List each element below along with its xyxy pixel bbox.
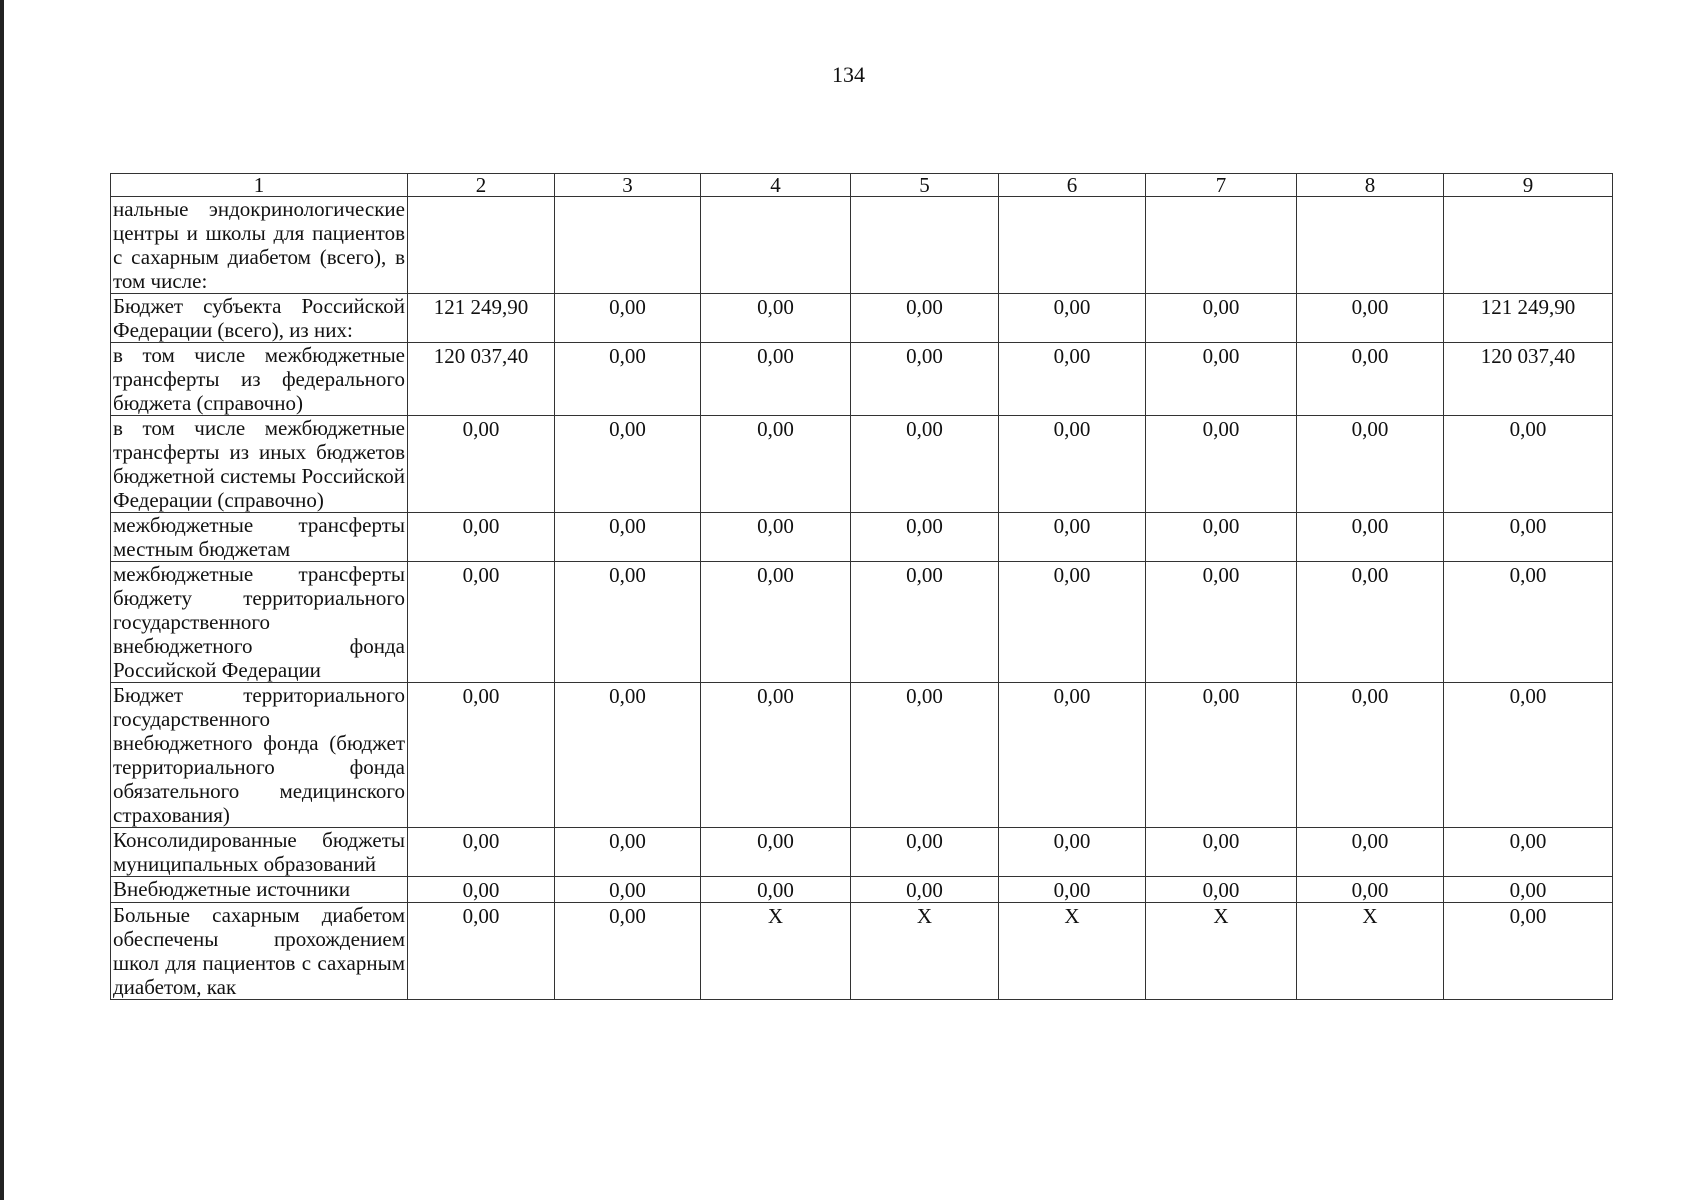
table-cell: 0,00	[555, 416, 701, 513]
table-cell: 0,00	[1146, 294, 1297, 343]
row-label: межбюджетные трансферты местным бюджетам	[111, 513, 408, 562]
table-cell: 0,00	[701, 513, 851, 562]
table-row	[111, 828, 1613, 877]
row-label: Внебюджетные источники	[111, 877, 408, 903]
table-cell: 0,00	[999, 343, 1146, 416]
column-header: 1	[111, 174, 408, 197]
table-cell	[1297, 197, 1444, 294]
table-row	[111, 197, 1613, 294]
row-label: в том числе межбюджетные трансферты из федерального бюджета (справочно)	[111, 343, 408, 416]
table-cell: 0,00	[1444, 877, 1613, 903]
table-cell: 0,00	[701, 294, 851, 343]
table-cell: 0,00	[408, 513, 555, 562]
column-header: 8	[1297, 174, 1444, 197]
table-cell	[701, 197, 851, 294]
table-cell	[1146, 197, 1297, 294]
table-cell: 0,00	[555, 343, 701, 416]
table-cell: 0,00	[1146, 343, 1297, 416]
table-row	[111, 416, 1613, 513]
table-cell: 0,00	[1297, 343, 1444, 416]
table-cell: 0,00	[1444, 903, 1613, 1000]
table-cell: X	[999, 903, 1146, 1000]
table-cell: 121 249,90	[1444, 294, 1613, 343]
column-header: 6	[999, 174, 1146, 197]
table-cell: 0,00	[555, 562, 701, 683]
row-label: Консолидированные бюджеты муниципальных образований	[111, 828, 408, 877]
table-cell: 0,00	[851, 343, 999, 416]
table-cell: 0,00	[701, 416, 851, 513]
row-label: Бюджет субъекта Российской Федерации (всего), из них:	[111, 294, 408, 343]
table-cell: 0,00	[1444, 513, 1613, 562]
row-label: Бюджет территориального государственного внебюджетного фонда (бюджет территориального фонда обязательного медицинского страхования)	[111, 683, 408, 828]
page-number: 134	[832, 62, 865, 87]
table-cell	[851, 197, 999, 294]
table-cell: 0,00	[999, 683, 1146, 828]
table-cell: 0,00	[1297, 513, 1444, 562]
row-label: нальные эндокринологические центры и школы для пациентов с сахарным диабетом (всего), в том числе:	[111, 197, 408, 294]
table-cell: 0,00	[555, 877, 701, 903]
table-cell: 0,00	[701, 683, 851, 828]
table-row	[111, 343, 1613, 416]
table-row	[111, 513, 1613, 562]
table-cell: 0,00	[408, 828, 555, 877]
table-cell: 0,00	[555, 903, 701, 1000]
table-cell: 0,00	[1297, 294, 1444, 343]
table-cell: X	[1297, 903, 1444, 1000]
column-header: 5	[851, 174, 999, 197]
table-cell: 121 249,90	[408, 294, 555, 343]
table-cell: 0,00	[1297, 562, 1444, 683]
table-cell: 0,00	[1444, 416, 1613, 513]
table-cell: X	[851, 903, 999, 1000]
table-row	[111, 877, 1613, 903]
table-cell: 0,00	[701, 828, 851, 877]
table-cell: 0,00	[1297, 416, 1444, 513]
column-header: 9	[1444, 174, 1613, 197]
table-cell	[1444, 197, 1613, 294]
table-cell: 120 037,40	[1444, 343, 1613, 416]
table-cell: 0,00	[1297, 683, 1444, 828]
table-cell: 0,00	[1146, 828, 1297, 877]
table-cell: 0,00	[701, 877, 851, 903]
table-cell: 0,00	[555, 683, 701, 828]
row-label: в том числе межбюджетные трансферты из иных бюджетов бюджетной системы Российской Федерации (справочно)	[111, 416, 408, 513]
table-cell	[408, 197, 555, 294]
table-cell: 0,00	[1444, 828, 1613, 877]
table-cell: 0,00	[851, 294, 999, 343]
table-cell: 120 037,40	[408, 343, 555, 416]
table-cell: 0,00	[555, 294, 701, 343]
table-cell: 0,00	[851, 877, 999, 903]
table-cell: 0,00	[1297, 877, 1444, 903]
table-cell: 0,00	[1146, 416, 1297, 513]
table-cell: 0,00	[408, 877, 555, 903]
column-header: 3	[555, 174, 701, 197]
column-number-row	[111, 174, 1613, 197]
table-cell: 0,00	[851, 513, 999, 562]
table-cell: 0,00	[999, 877, 1146, 903]
table-cell: 0,00	[408, 903, 555, 1000]
table-cell: 0,00	[408, 562, 555, 683]
row-label: Больные сахарным диабетом обеспечены прохождением школ для пациентов с сахарным диабетом, как	[111, 903, 408, 1000]
table-cell: 0,00	[851, 416, 999, 513]
table-row	[111, 562, 1613, 683]
table-row	[111, 903, 1613, 1000]
table-cell: 0,00	[408, 683, 555, 828]
table-cell: 0,00	[1146, 513, 1297, 562]
table-cell: 0,00	[701, 343, 851, 416]
scan-edge	[0, 0, 4, 1200]
table-cell: 0,00	[851, 828, 999, 877]
row-label: межбюджетные трансферты бюджету территориального государственного внебюджетного фонда Российской Федерации	[111, 562, 408, 683]
column-header: 2	[408, 174, 555, 197]
table-cell: 0,00	[999, 562, 1146, 683]
table-cell: 0,00	[999, 828, 1146, 877]
table-cell: 0,00	[1444, 683, 1613, 828]
table-cell: 0,00	[851, 683, 999, 828]
table-cell: 0,00	[999, 294, 1146, 343]
table-cell: 0,00	[1146, 877, 1297, 903]
table-cell: 0,00	[1444, 562, 1613, 683]
table-cell: 0,00	[408, 416, 555, 513]
table-cell: 0,00	[1146, 683, 1297, 828]
table-cell: 0,00	[701, 562, 851, 683]
table-cell: 0,00	[1297, 828, 1444, 877]
table-cell: 0,00	[555, 828, 701, 877]
table-cell: X	[701, 903, 851, 1000]
column-header: 4	[701, 174, 851, 197]
table-cell	[555, 197, 701, 294]
table-cell: 0,00	[1146, 562, 1297, 683]
table-cell: 0,00	[555, 513, 701, 562]
table-cell: 0,00	[999, 416, 1146, 513]
table-cell: 0,00	[851, 562, 999, 683]
table-cell: 0,00	[999, 513, 1146, 562]
table-row	[111, 294, 1613, 343]
table-cell	[999, 197, 1146, 294]
table-cell: X	[1146, 903, 1297, 1000]
table-row	[111, 683, 1613, 828]
budget-table	[110, 173, 1613, 1000]
column-header: 7	[1146, 174, 1297, 197]
